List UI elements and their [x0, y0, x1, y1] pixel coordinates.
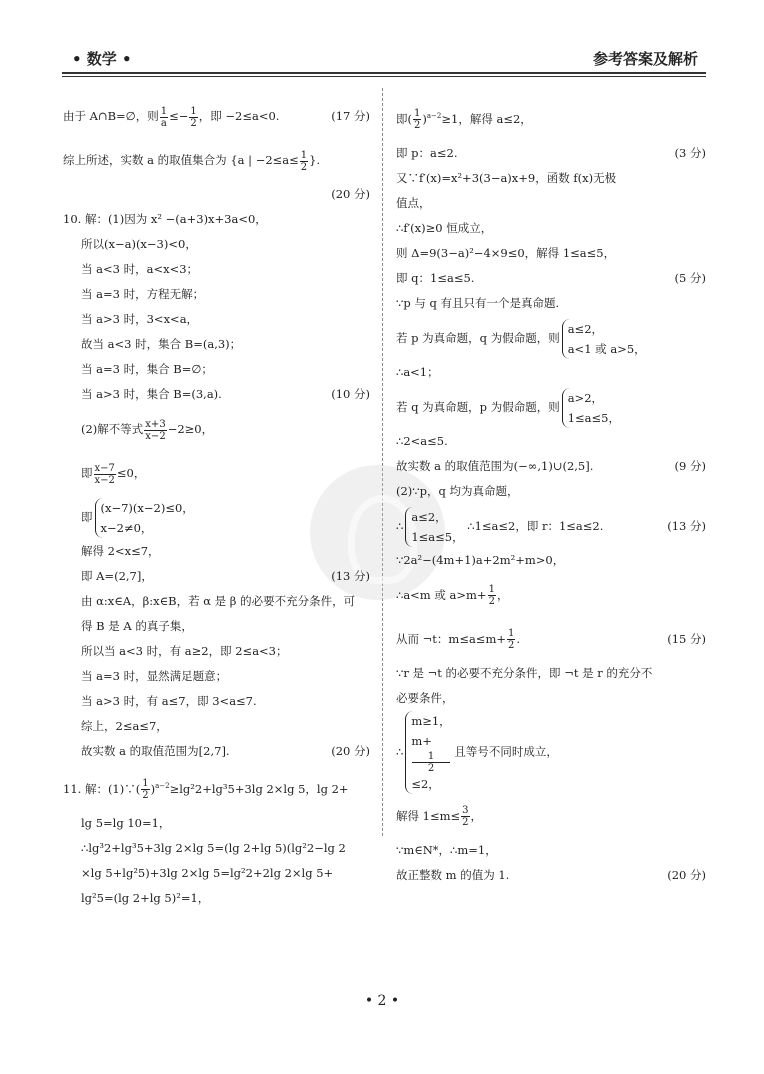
- line-r23: ∵m∈N*，∴m=1，: [396, 842, 497, 857]
- line-r7: 即 q：1≤a≤5. (5 分): [396, 266, 706, 291]
- fraction: $\frac{x+3}{x-2}$: [145, 418, 166, 442]
- line-r21: ∴ m≥1， m+ 1 2 ≤2， 且等号不同时成立，: [396, 711, 706, 794]
- header-rule: [62, 72, 706, 74]
- score-mark: (5 分): [674, 270, 706, 285]
- column-divider: [382, 88, 383, 836]
- line-l23: 故实数 a 的取值范围为[2,7]. (20 分): [63, 739, 370, 764]
- line-r5: ∴f′(x)≥0 恒成立，: [396, 220, 493, 235]
- fraction: $\frac{1}{2}$: [190, 105, 197, 129]
- line-r10: ∴a<1；: [396, 364, 439, 379]
- left-column: [63, 94, 370, 911]
- line-l25: lg 5=lg 10=1，: [81, 815, 171, 830]
- score-mark: (15 分): [667, 631, 706, 646]
- line-l1: 由于 A∩B=∅，则 $\frac{1}{a}$ ≤− $\frac{1}{2}$ ，即 −2≤a<0. (17 分): [63, 94, 370, 138]
- score-mark: (20 分): [667, 867, 706, 882]
- equation-system: m≥1， m+ 1 2 ≤2，: [405, 711, 450, 794]
- fraction: 1 2: [412, 751, 449, 774]
- line-l20: 当 a=3 时，显然满足题意；: [81, 669, 228, 683]
- page-number: • 2 •: [364, 993, 400, 1009]
- header-rule-thin: [62, 76, 706, 77]
- line-l16: 即 A=(2,7]， (13 分): [63, 564, 370, 589]
- line-r19: ∵r 是 ¬t 的必要不充分条件，即 ¬t 是 r 的充分不: [396, 665, 653, 680]
- line-r17: ∴a<m 或 a>m+ $\frac{1}{2}$ ，: [396, 584, 509, 608]
- line-r18: 从而 ¬t：m≤a≤m+ $\frac{1}{2}$ . (15 分): [396, 617, 706, 661]
- line-l2: 综上所述，实数 a 的取值集合为 {a | −2≤a≤ $\frac{1}{2}$ }.: [63, 149, 321, 173]
- line-l15: 解得 2<x≤7，: [81, 544, 160, 558]
- line-r12: ∴2<a≤5.: [396, 433, 448, 448]
- line-l12: (2)解不等式 $\frac{x+3}{x-2}$ −2≥0，: [81, 418, 214, 442]
- fraction: $\frac{x-7}{x-2}$: [94, 462, 115, 486]
- line-l22: 综上，2≤a≤7，: [81, 719, 168, 733]
- line-r16: ∵2a²−(4m+1)a+2m²+m>0，: [396, 552, 565, 567]
- line-l7: 当 a=3 时，方程无解；: [81, 287, 205, 301]
- line-r13: 故实数 a 的取值范围为(−∞,1)∪(2,5]. (9 分): [396, 454, 706, 479]
- line-l5: 所以(x−a)(x−3)<0，: [81, 237, 197, 251]
- line-l4: 10. 解：(1)因为 x² −(a+3)x+3a<0，: [63, 212, 267, 226]
- line-l3: [63, 182, 370, 207]
- line-l9: 故当 a<3 时，集合 B=(a,3)；: [81, 337, 242, 351]
- line-l27: ×lg 5+lg²5)+3lg 2×lg 5=lg²2+2lg 2×lg 5+: [81, 865, 334, 880]
- fraction: $\frac{1}{2}$: [300, 149, 308, 173]
- line-l26: ∴lg³2+lg³5+3lg 2×lg 5=(lg 2+lg 5)(lg²2−lg 2: [81, 840, 346, 855]
- equation-system: a≤2， 1≤a≤5，: [405, 507, 463, 547]
- line-l11: 当 a>3 时，集合 B=(3,a). (10 分): [63, 382, 370, 407]
- score-mark: (20 分): [331, 187, 370, 201]
- score-mark: (13 分): [667, 518, 706, 533]
- line-l24: 11. 解：(1)∵( $\frac{1}{2}$ )$^{a-2}$≥lg²2+lg³5+3lg 2×lg 5，lg 2+: [63, 778, 349, 802]
- fraction: $\frac{1}{2}$: [414, 108, 421, 132]
- line-r1: 即( $\frac{1}{2}$ )$^{a-2}$≥1，解得 a≤2，: [396, 108, 532, 132]
- line-r15: ∴ a≤2， 1≤a≤5， ∴1≤a≤2，即 r：1≤a≤2. (13 分): [396, 504, 706, 548]
- line-l17: 由 α:x∈A，β:x∈B，若 α 是 β 的必要不充分条件，可: [81, 594, 356, 608]
- page-title: 参考答案及解析: [592, 50, 698, 68]
- equation-system: a≤2， a<1 或 a>5，: [562, 319, 646, 359]
- line-r8: ∵p 与 q 有且只有一个是真命题.: [396, 295, 560, 310]
- fraction: $\frac{1}{2}$: [508, 628, 515, 652]
- line-r14: (2)∵p，q 均为真命题，: [396, 483, 519, 498]
- line-l13: 即 $\frac{x-7}{x-2}$ ≤0，: [81, 462, 146, 486]
- line-r11: 若 q 为真命题，p 为假命题，则 a>2， 1≤a≤5，: [396, 385, 706, 429]
- right-column: [396, 94, 706, 888]
- line-l14: 即 (x−7)(x−2)≤0， x−2≠0，: [63, 495, 370, 539]
- fraction: $\frac{3}{2}$: [462, 805, 469, 829]
- line-l10: 当 a=3 时，集合 B=∅；: [81, 362, 213, 376]
- line-l19: 所以当 a<3 时，有 a≥2，即 2≤a<3；: [81, 644, 288, 658]
- line-l6: 当 a<3 时，a<x<3；: [81, 262, 199, 276]
- score-mark: (9 分): [674, 458, 706, 473]
- line-l28: lg²5=(lg 2+lg 5)²=1，: [81, 890, 210, 905]
- line-r22: 解得 1≤m≤ $\frac{3}{2}$ ，: [396, 805, 483, 829]
- line-r24: 故正整数 m 的值为 1. (20 分): [396, 863, 706, 888]
- score-mark: (3 分): [674, 145, 706, 160]
- equation-system: a>2， 1≤a≤5，: [562, 388, 620, 428]
- line-r4: 值点，: [396, 195, 431, 210]
- fraction: $\frac{1}{2}$: [142, 778, 149, 802]
- line-r20: 必要条件，: [396, 690, 454, 705]
- line-l18: 得 B 是 A 的真子集，: [81, 619, 193, 633]
- line-r9: 若 p 为真命题，q 为假命题，则 a≤2， a<1 或 a>5，: [396, 316, 706, 360]
- subject-label: • 数学 •: [72, 50, 132, 68]
- line-r3: 又∵f′(x)=x²+3(3−a)x+9，函数 f(x)无极: [396, 170, 617, 185]
- equation-system: (x−7)(x−2)≤0， x−2≠0，: [95, 498, 194, 538]
- fraction: $\frac{1}{2}$: [488, 584, 495, 608]
- score-mark: (10 分): [331, 387, 370, 401]
- score-mark: (13 分): [331, 569, 370, 583]
- line-l21: 当 a>3 时，有 a≤7，即 3<a≤7.: [81, 694, 257, 708]
- fraction: $\frac{1}{a}$: [160, 105, 168, 129]
- score-mark: (17 分): [331, 109, 370, 123]
- line-r6: 则 Δ=9(3−a)²−4×9≤0，解得 1≤a≤5，: [396, 245, 616, 260]
- score-mark: (20 分): [331, 744, 370, 758]
- line-l8: 当 a>3 时，3<x<a，: [81, 312, 199, 326]
- line-r2: 即 p：a≤2. (3 分): [396, 141, 706, 166]
